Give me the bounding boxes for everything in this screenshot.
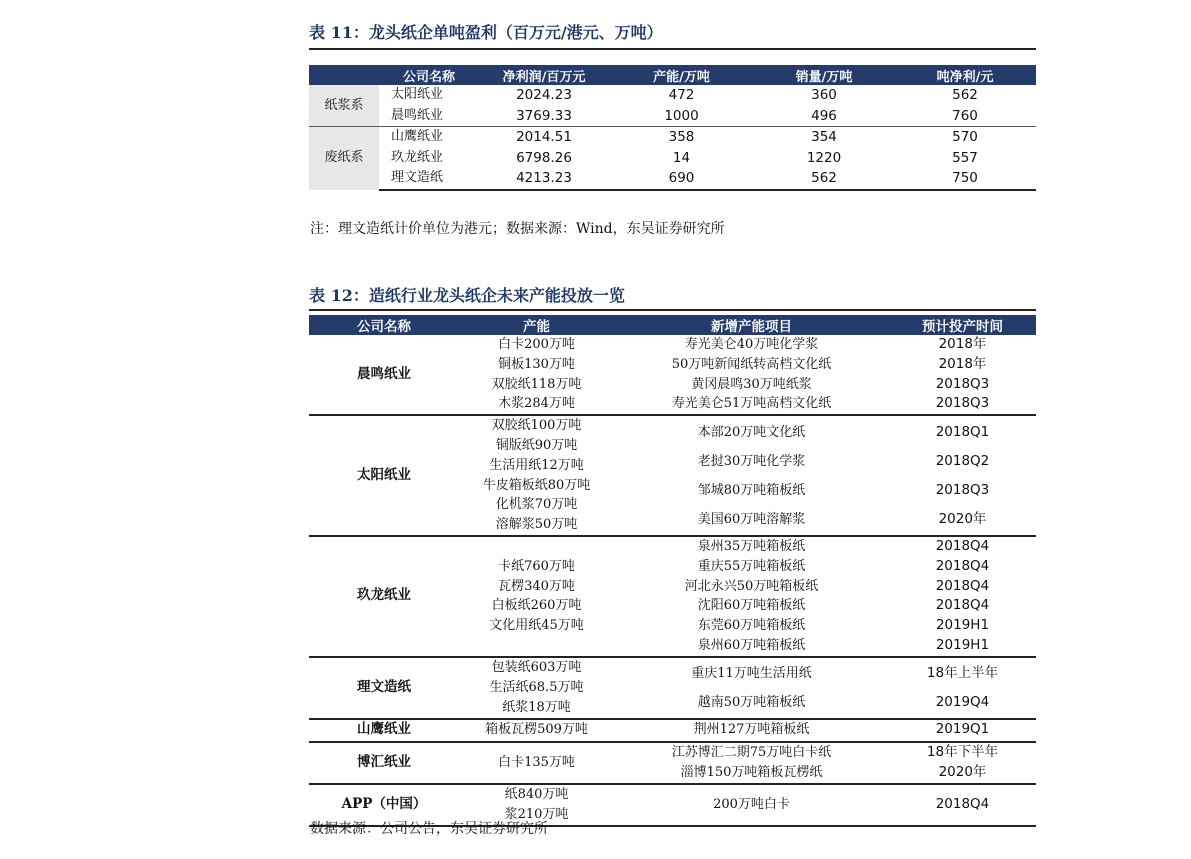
capacity-line: 溶解浆50万吨 [495,517,578,533]
time-line: 2018Q3 [935,395,990,412]
time-line: 2019Q4 [935,693,990,710]
table12-header-cell: 预计投产时间 [889,315,1036,335]
time-line: 2018Q4 [935,537,990,554]
value-cell: 496 [811,107,837,124]
table11-title: 表 11：龙头纸企单吨盈利（百万元/港元、万吨） [309,23,663,42]
table11-header-cell: 吨净利/元 [894,65,1036,85]
time-line: 2018年 [938,355,987,372]
project-line: 老挝30万吨化学浆 [697,453,806,469]
company-cell: 理文造纸 [379,168,479,190]
projects-cell: 200万吨白卡 [614,784,889,826]
projects-cell [614,657,889,719]
table12 [309,315,1036,827]
table-row [309,415,1036,536]
capacity-line: 纸浆18万吨 [502,699,571,715]
projects-cell: 荆州127万吨箱板纸 [614,719,889,742]
company-name: 玖龙纸业 [309,536,459,657]
table11-title-rule [309,48,1036,50]
capacity-line: 白卡200万吨 [498,337,575,352]
capacity-line: 瓦楞340万吨 [498,578,575,594]
table12-header-cell: 产能 [459,315,614,335]
company-name: 太阳纸业 [309,415,459,536]
capacity-cell: 白卡135万吨 [459,742,614,784]
company-name: APP（中国） [309,784,459,826]
table12-title-rule [309,309,1036,311]
time-line: 2019H1 [935,636,990,653]
project-line: 泉州35万吨箱板纸 [697,538,806,554]
project-line: 越南50万吨箱板纸 [697,694,806,710]
time-line: 2019H1 [935,617,990,634]
value-cell: 14 [672,149,691,166]
company-cell: 玖龙纸业 [391,149,444,165]
capacity-line: 文化用纸45万吨 [489,618,584,634]
table12-header-cell: 新增产能项目 [614,315,889,335]
table-row [309,742,1036,784]
company-cell: 太阳纸业 [391,87,444,103]
capacity-line: 铜版纸90万吨 [495,437,578,453]
capacity-cell [459,657,614,719]
table11-header-cell: 产能/万吨 [609,65,754,85]
projects-cell [614,742,889,784]
time-line: 2018Q2 [935,452,990,469]
company-cell: 晨鸣纸业 [391,107,444,123]
value-cell: 360 [811,87,837,104]
value-cell: 354 [754,127,894,148]
time-line: 18年上半年 [926,664,999,681]
project-line: 黄冈晨鸣30万吨纸浆 [691,376,812,392]
value-cell: 1220 [806,149,842,166]
company-name: 博汇纸业 [309,742,459,784]
capacity-cell: 箱板瓦楞509万吨 [459,719,614,742]
project-line: 50万吨新闻纸转高档文化纸 [671,356,832,372]
capacity-cell [459,415,614,536]
times-cell [889,415,1036,536]
table11-note: 注：理文造纸计价单位为港元；数据来源：Wind，东吴证券研究所 [310,221,725,237]
project-line: 沈阳60万吨箱板纸 [697,598,806,614]
time-line: 2018Q4 [935,577,990,594]
table12-header-cell: 公司名称 [309,315,459,335]
capacity-line: 双胶纸118万吨 [491,376,582,392]
project-line: 重庆55万吨箱板纸 [697,558,806,574]
value-cell: 557 [952,149,978,166]
value-cell: 358 [609,127,754,148]
table-row [309,536,1036,657]
capacity-cell [459,536,614,657]
project-line: 淄博150万吨箱板瓦楞纸 [680,764,823,780]
times-cell [889,536,1036,657]
time-line: 2018Q1 [935,423,990,440]
time-line: 2020年 [938,510,987,527]
time-line: 2018年 [938,336,987,352]
table-row [309,168,1036,190]
time-line: 2018Q4 [935,557,990,574]
table11 [309,65,1036,191]
table-row [309,719,1036,742]
time-line: 18年下半年 [926,743,999,760]
capacity-line: 牛皮箱板纸80万吨 [482,477,591,493]
capacity-line: 铜板130万吨 [498,356,575,372]
company-name: 晨鸣纸业 [309,335,459,415]
time-line: 2018Q3 [935,481,990,498]
project-line: 重庆11万吨生活用纸 [691,665,812,681]
table11-header-cell: 公司名称 [379,65,479,85]
time-line: 2018Q3 [935,375,990,392]
table11-header-cell [309,65,379,85]
value-cell: 6798.26 [516,149,572,166]
capacity-line: 浆210万吨 [504,806,569,822]
time-line: 2020年 [938,763,987,780]
table-row [309,85,1036,106]
capacity-cell [459,335,614,415]
times-cell: 2018Q4 [889,784,1036,826]
value-cell: 4213.23 [479,168,609,190]
value-cell: 760 [952,107,978,124]
capacity-line: 化机浆70万吨 [495,497,578,513]
value-cell: 570 [894,127,1036,148]
table12-note: 数据来源：公司公告，东吴证券研究所 [310,821,548,837]
table-row [309,127,1036,148]
table11-header-row [309,65,1036,85]
times-cell [889,657,1036,719]
company-name: 山鹰纸业 [309,719,459,742]
group-label: 纸浆系 [309,85,379,127]
project-line: 泉州60万吨箱板纸 [697,637,806,653]
group-label: 废纸系 [309,127,379,190]
value-cell: 562 [754,168,894,190]
value-cell: 3769.33 [516,107,572,124]
capacity-line: 生活用纸12万吨 [489,457,584,473]
times-cell [889,335,1036,415]
project-line: 邹城80万吨箱板纸 [697,482,806,498]
capacity-line: 包装纸603万吨 [491,660,582,676]
table-row [309,657,1036,719]
table-row [309,106,1036,127]
project-line: 河北永兴50万吨箱板纸 [684,578,819,594]
company-cell: 山鹰纸业 [379,127,479,148]
time-line: 2018Q4 [935,597,990,614]
table11-header-cell: 净利润/百万元 [479,65,609,85]
project-line: 东莞60万吨箱板纸 [697,618,806,634]
project-line: 江苏博汇二期75万吨白卡纸 [671,744,832,760]
project-line: 美国60万吨溶解浆 [697,511,806,527]
table-row [309,148,1036,169]
capacity-line: 双胶纸100万吨 [491,418,582,434]
times-cell: 2019Q1 [889,719,1036,742]
capacity-line: 木浆284万吨 [498,396,575,412]
value-cell: 562 [952,87,978,104]
project-line: 寿光美仑51万吨高档文化纸 [671,396,832,412]
projects-cell [614,335,889,415]
value-cell: 2024.23 [516,87,572,104]
value-cell: 472 [668,87,695,104]
capacity-line: 生活纸68.5万吨 [489,679,584,695]
table-row [309,335,1036,415]
table12-header-row [309,315,1036,335]
project-line: 本部20万吨文化纸 [697,424,806,440]
value-cell: 2014.51 [479,127,609,148]
times-cell [889,742,1036,784]
company-name: 理文造纸 [309,657,459,719]
value-cell: 690 [609,168,754,190]
value-cell: 1000 [664,107,699,124]
table11-header-cell: 销量/万吨 [754,65,894,85]
projects-cell [614,415,889,536]
capacity-line: 卡纸760万吨 [498,558,575,574]
capacity-line: 白板纸260万吨 [491,598,582,614]
project-line: 寿光美仑40万吨化学浆 [684,337,819,352]
projects-cell [614,536,889,657]
capacity-line: 纸840万吨 [504,786,569,802]
table12-title: 表 12：造纸行业龙头纸企未来产能投放一览 [309,286,625,305]
value-cell: 750 [894,168,1036,190]
